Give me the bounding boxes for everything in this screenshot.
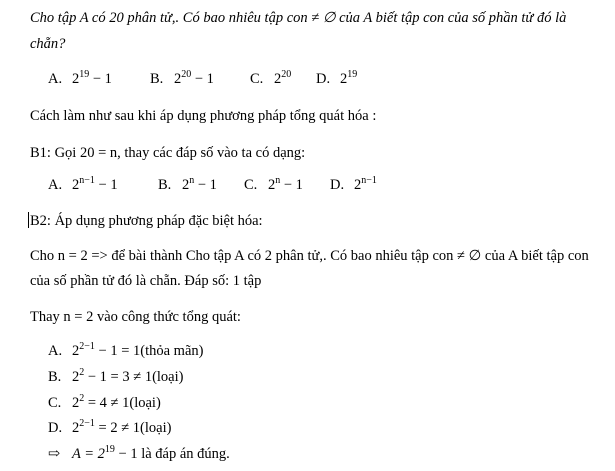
- arrow-icon: ⇨: [48, 446, 61, 462]
- check-c: C. $2^2 = 4$ ≠ 1(loại): [48, 393, 161, 411]
- choice-b: B. $2^{20} - 1$: [150, 69, 214, 87]
- general-choice-a: A. $2^{n-1} - 1$: [48, 175, 118, 193]
- general-choice-c: C. $2^n - 1$: [244, 175, 303, 193]
- question-line-2: chẵn?: [30, 36, 66, 52]
- substitute-text: Thay n = 2 vào công thức tổng quát:: [30, 309, 241, 325]
- general-choice-b: B. $2^n - 1$: [158, 175, 217, 193]
- special-line-1: Cho n = 2 => để bài thành Cho tập A có 2 phân tử,. Có bao nhiêu tập con ≠ ∅ của A biết tập con: [30, 248, 589, 264]
- step-2: B2: Áp dụng phương pháp đặc biệt hóa:: [30, 213, 263, 229]
- choice-c: C. $2^{20}$: [250, 69, 292, 87]
- special-line-2: của số phần tử đó là chẵn. Đáp số: 1 tập: [30, 273, 262, 289]
- text-cursor: [28, 212, 29, 228]
- check-b: B. $2^2 - 1 = 3$ ≠ 1(loại): [48, 367, 184, 385]
- choice-d: D. $2^{19}$: [316, 69, 358, 87]
- general-choice-d: D. $2^{n-1}$: [330, 175, 377, 193]
- check-a: A. $2^{2-1} - 1$ = 1(thỏa mãn): [48, 341, 204, 359]
- question-line-1: Cho tập A có 20 phân tử,. Có bao nhiêu tập con ≠ ∅ của A biết tập con của số phần tử đó là: [30, 10, 567, 26]
- method-intro: Cách làm như sau khi áp dụng phương pháp tổng quát hóa :: [30, 108, 377, 124]
- step-1: B1: Gọi 20 = n, thay các đáp số vào ta có dạng:: [30, 145, 306, 161]
- conclusion: ⇨ $A = 2^{19} - 1$ là đáp án đúng.: [48, 444, 230, 462]
- choice-a: A. $2^{19} - 1$: [48, 69, 112, 87]
- check-d: D. $2^{2-1} = 2$ ≠ 1(loại): [48, 418, 172, 436]
